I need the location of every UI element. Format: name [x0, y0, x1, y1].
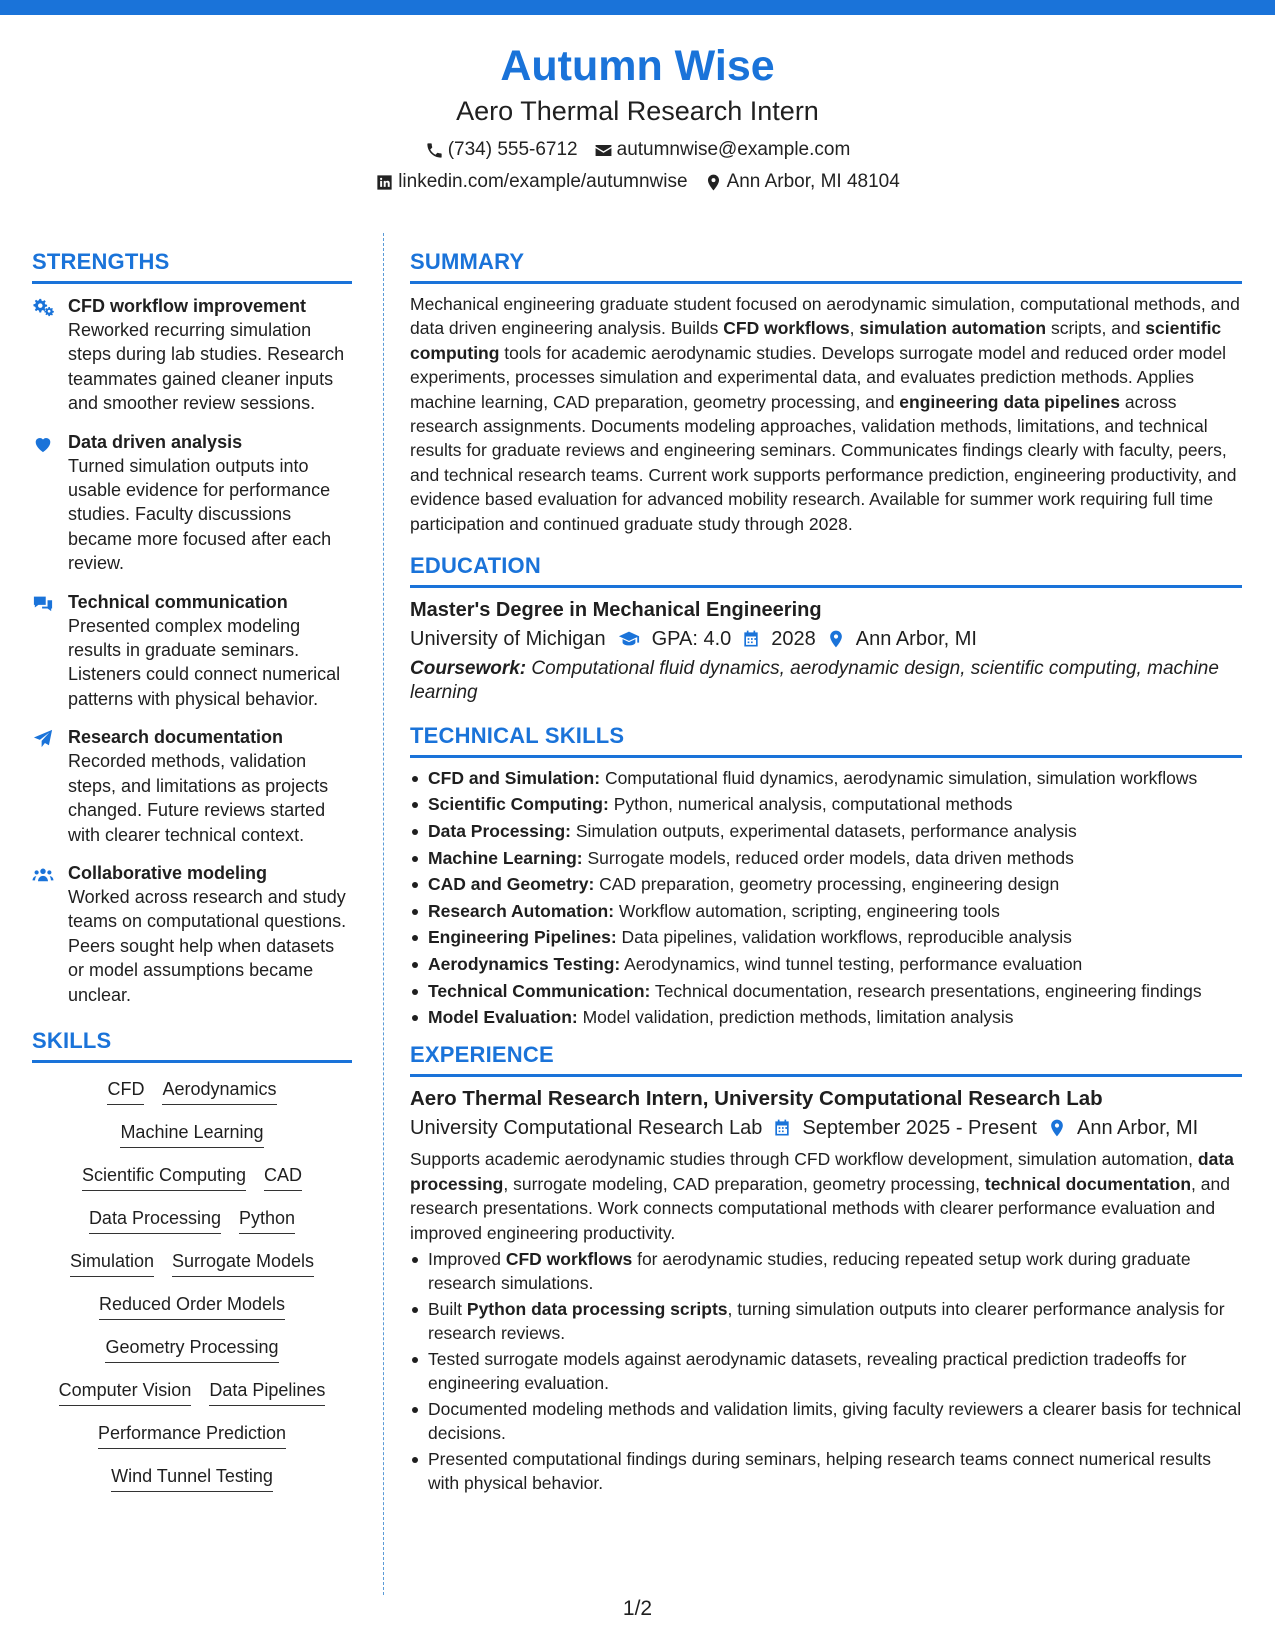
bold-keyword: scientific computing	[410, 318, 1222, 363]
strength-body	[68, 861, 352, 1007]
linkedin-icon	[375, 173, 394, 192]
technical-skill-text: Workflow automation, scripting, engineering tools	[614, 900, 1000, 921]
bold-keyword: data processing	[410, 1149, 1234, 1194]
technical-skill-label: Machine Learning:	[428, 847, 583, 868]
comments-icon	[32, 593, 54, 613]
bold-keyword: CFD workflows	[723, 318, 850, 339]
text-run: , turning simulation outputs into clearer performance analysis for research reviews.	[428, 1298, 1225, 1344]
skill-tag: Computer Vision	[59, 1378, 192, 1406]
technical-skill-text: Python, numerical analysis, computational methods	[608, 794, 1013, 815]
strength-title: Collaborative modeling	[68, 862, 268, 883]
technical-skill-text: Technical documentation, research presentations, engineering findings	[650, 980, 1202, 1001]
education-location: Ann Arbor, MI	[855, 628, 977, 651]
strength-icon-wrap	[32, 430, 54, 576]
text-run: Presented computational findings during seminars, helping research teams connect numerical results with physical behavior.	[428, 1448, 1212, 1493]
technical-skill-text: Surrogate models, reduced order models, data driven methods	[582, 847, 1074, 868]
map-marker-icon	[826, 629, 846, 649]
experience-location: Ann Arbor, MI	[1077, 1117, 1199, 1140]
technical-skill-item	[410, 1005, 1242, 1029]
skill-tag: Data Pipelines	[209, 1378, 325, 1406]
text-run: , surrogate modeling, CAD preparation, geometry processing,	[503, 1173, 985, 1194]
text-run: tools for academic aerodynamic studies. Develops surrogate model and reduced order model experiments, processes simulation and experimental data, and evaluates prediction methods. Applies machine learning, CAD preparation, geometry processing, and	[410, 342, 1227, 412]
skill-row	[107, 1077, 276, 1105]
skill-tag: Simulation	[70, 1249, 154, 1277]
skill-tag: Data Processing	[89, 1206, 221, 1234]
text-run: scripts, and	[1046, 318, 1146, 339]
skill-tag: Wind Tunnel Testing	[111, 1464, 273, 1492]
experience-dates: September 2025 - Present	[802, 1117, 1037, 1140]
text-run: Mechanical engineering graduate student focused on aerodynamic simulation, computational methods, and data driven engineering analysis. Builds	[410, 294, 1240, 339]
skill-row	[82, 1163, 302, 1191]
technical-skill-label: Aerodynamics Testing:	[428, 954, 621, 975]
strengths-list	[32, 294, 352, 1007]
skill-tag: CAD	[264, 1163, 302, 1191]
column-divider	[383, 233, 384, 1595]
strength-icon-wrap	[32, 590, 54, 712]
strength-item	[32, 430, 352, 576]
paper-plane-icon	[32, 728, 54, 748]
summary-text	[410, 292, 1242, 536]
coursework-text: Computational fluid dynamics, aerodynamic design, scientific computing, machine learning	[410, 658, 1219, 704]
strength-title: Data driven analysis	[68, 431, 243, 452]
coursework-label: Coursework:	[410, 658, 527, 680]
strength-item	[32, 725, 352, 847]
technical-skill-text: Aerodynamics, wind tunnel testing, performance evaluation	[620, 954, 1083, 975]
skills-tags	[32, 1073, 352, 1507]
skill-row	[120, 1120, 263, 1148]
skill-row	[99, 1292, 285, 1320]
strengths-heading: STRENGTHS	[32, 248, 352, 284]
technical-skill-text: Model validation, prediction methods, limitation analysis	[577, 1007, 1014, 1028]
text-run: for aerodynamic studies, reducing repeated setup work during graduate research simulations.	[428, 1249, 1191, 1294]
bold-keyword: Python data processing scripts	[466, 1298, 728, 1319]
education-heading: EDUCATION	[410, 552, 1242, 588]
strength-item	[32, 861, 352, 1007]
strength-description: Presented complex modeling results in graduate seminars. Listeners could connect numerical patterns with physical behavior.	[68, 615, 341, 709]
strength-icon-wrap	[32, 861, 54, 1007]
experience-bullets	[410, 1247, 1242, 1495]
calendar-icon	[741, 629, 761, 649]
experience-bullet	[410, 1347, 1242, 1395]
contact-location	[704, 169, 900, 195]
technical-skill-label: CAD and Geometry:	[428, 874, 595, 895]
technical-skill-item	[410, 766, 1242, 790]
text-run: , and research presentations. Work connects computational methods with clearer performance evaluation and improved engineering productivity.	[410, 1173, 1230, 1243]
skills-heading: SKILLS	[32, 1027, 352, 1063]
skill-tag: Machine Learning	[120, 1120, 263, 1148]
skill-tag: Python	[239, 1206, 295, 1234]
education-gpa: GPA: 4.0	[651, 628, 732, 651]
map-marker-icon	[1047, 1118, 1067, 1138]
text-run: Tested surrogate models against aerodynamic datasets, revealing practical prediction tradeoffs for engineering evaluation.	[428, 1348, 1187, 1394]
strength-icon-wrap	[32, 294, 54, 416]
strength-item	[32, 294, 352, 416]
technical-skills-list	[410, 766, 1242, 1030]
skill-tag: Scientific Computing	[82, 1163, 246, 1191]
gears-icon	[32, 297, 54, 317]
text-run: Supports academic aerodynamic studies through CFD workflow development, simulation automation,	[410, 1149, 1198, 1170]
strength-icon-wrap	[32, 725, 54, 847]
technical-skill-label: Research Automation:	[428, 900, 615, 921]
heart-icon	[32, 433, 54, 453]
contact-phone[interactable]	[425, 137, 578, 163]
technical-skill-label: Data Processing:	[428, 821, 571, 842]
right-column	[410, 248, 1242, 1497]
experience-bullet	[410, 1297, 1242, 1345]
education-year: 2028	[771, 628, 816, 651]
bold-keyword: technical documentation	[984, 1173, 1192, 1194]
bold-keyword: engineering data pipelines	[899, 391, 1121, 412]
technical-skill-label: CFD and Simulation:	[428, 767, 601, 788]
skill-row	[98, 1421, 286, 1449]
technical-skill-text: Data pipelines, validation workflows, reproducible analysis	[616, 927, 1072, 948]
education-degree: Master's Degree in Mechanical Engineering	[410, 599, 822, 622]
bold-keyword: simulation automation	[859, 318, 1047, 339]
summary-heading: SUMMARY	[410, 248, 1242, 284]
map-marker-icon	[704, 173, 723, 192]
envelope-icon	[594, 141, 613, 160]
contact-row-2	[0, 169, 1275, 195]
strength-description: Turned simulation outputs into usable evidence for performance studies. Faculty discussions became more focused after each review.	[68, 455, 332, 574]
education-meta	[410, 624, 1242, 654]
technical-skill-text: CAD preparation, geometry processing, engineering design	[594, 874, 1060, 895]
strength-body	[68, 430, 352, 576]
education-coursework	[410, 657, 1242, 706]
skill-row	[105, 1335, 278, 1363]
text-run: Improved	[428, 1249, 506, 1270]
technical-skill-text: Computational fluid dynamics, aerodynamic simulation, simulation workflows	[600, 767, 1198, 788]
candidate-role: Aero Thermal Research Intern	[456, 96, 819, 126]
graduation-cap-icon	[616, 628, 642, 650]
text-run: across research assignments. Documents modeling approaches, validation methods, limitations, and technical results for graduate reviews and engineering seminars. Communicates findings clearly with faculty, peers, and technical research teams. Current work supports performance prediction, engineering productivity, and evidence based evaluation for advanced mobility research. Available for summer work requiring full time participation and continued graduate study through 2028.	[410, 391, 1237, 534]
strength-description: Recorded methods, validation steps, and limitations as projects changed. Future reviews started with clearer technical context.	[68, 751, 329, 845]
technical-skill-item	[410, 952, 1242, 976]
skill-tag: Aerodynamics	[162, 1077, 276, 1105]
top-accent-bar	[0, 0, 1275, 15]
technical-skill-label: Engineering Pipelines:	[428, 927, 617, 948]
technical-skill-label: Scientific Computing:	[428, 794, 609, 815]
skill-row	[89, 1206, 295, 1234]
candidate-name: Autumn Wise	[500, 42, 775, 90]
strength-title: Research documentation	[68, 727, 284, 748]
users-icon	[32, 864, 54, 884]
experience-meta	[410, 1113, 1242, 1143]
text-run: ,	[849, 318, 860, 339]
technical-skill-item	[410, 899, 1242, 923]
strength-description: Worked across research and study teams on computational questions. Peers sought help when datasets or model assumptions became unclear.	[68, 886, 347, 1005]
experience-bullet	[410, 1397, 1242, 1445]
education-school: University of Michigan	[410, 628, 606, 651]
location-text: Ann Arbor, MI 48104	[726, 171, 900, 192]
calendar-icon	[772, 1118, 792, 1138]
text-run: Documented modeling methods and validation limits, giving faculty reviewers a clearer basis for technical decisions.	[428, 1398, 1242, 1443]
technical-skill-item	[410, 819, 1242, 843]
skill-tag: CFD	[107, 1077, 144, 1105]
technical-skill-label: Technical Communication:	[428, 980, 651, 1001]
experience-job-title: Aero Thermal Research Intern, University Computational Research Lab	[410, 1087, 1103, 1111]
resume-header	[0, 40, 1275, 195]
experience-org: University Computational Research Lab	[410, 1117, 763, 1140]
skill-tag: Reduced Order Models	[99, 1292, 285, 1320]
phone-icon	[425, 141, 444, 160]
skill-row	[59, 1378, 326, 1406]
strength-body	[68, 294, 352, 416]
strength-body	[68, 725, 352, 847]
bold-keyword: CFD workflows	[505, 1249, 633, 1270]
contact-row-1	[0, 137, 1275, 163]
experience-heading: EXPERIENCE	[410, 1041, 1242, 1077]
technical-skill-item	[410, 846, 1242, 870]
left-column	[32, 248, 352, 1507]
email-text: autumnwise@example.com	[616, 139, 851, 160]
experience-description	[410, 1147, 1242, 1245]
contact-linkedin[interactable]	[375, 169, 687, 195]
skill-tag: Performance Prediction	[98, 1421, 286, 1449]
text-run: Built	[428, 1298, 467, 1319]
technical-skills-heading: TECHNICAL SKILLS	[410, 722, 1242, 758]
technical-skill-text: Simulation outputs, experimental datasets, performance analysis	[570, 821, 1077, 842]
technical-skill-item	[410, 979, 1242, 1003]
strength-title: CFD workflow improvement	[68, 296, 307, 316]
skill-row	[111, 1464, 273, 1492]
technical-skill-label: Model Evaluation:	[428, 1007, 578, 1028]
strength-item	[32, 590, 352, 712]
technical-skill-item	[410, 792, 1242, 816]
linkedin-text: linkedin.com/example/autumnwise	[398, 171, 688, 192]
strength-description: Reworked recurring simulation steps during lab studies. Research teammates gained cleaner inputs and smoother review sessions.	[68, 320, 345, 414]
skill-tag: Surrogate Models	[172, 1249, 314, 1277]
strength-body	[68, 590, 352, 712]
phone-text: (734) 555-6712	[447, 139, 578, 160]
experience-bullet	[410, 1247, 1242, 1295]
page-number: 1/2	[622, 1597, 653, 1620]
experience-bullet	[410, 1447, 1242, 1495]
contact-email[interactable]	[594, 137, 851, 163]
technical-skill-item	[410, 872, 1242, 896]
skill-row	[70, 1249, 314, 1277]
technical-skill-item	[410, 925, 1242, 949]
strength-title: Technical communication	[68, 591, 288, 612]
skill-tag: Geometry Processing	[105, 1335, 278, 1363]
